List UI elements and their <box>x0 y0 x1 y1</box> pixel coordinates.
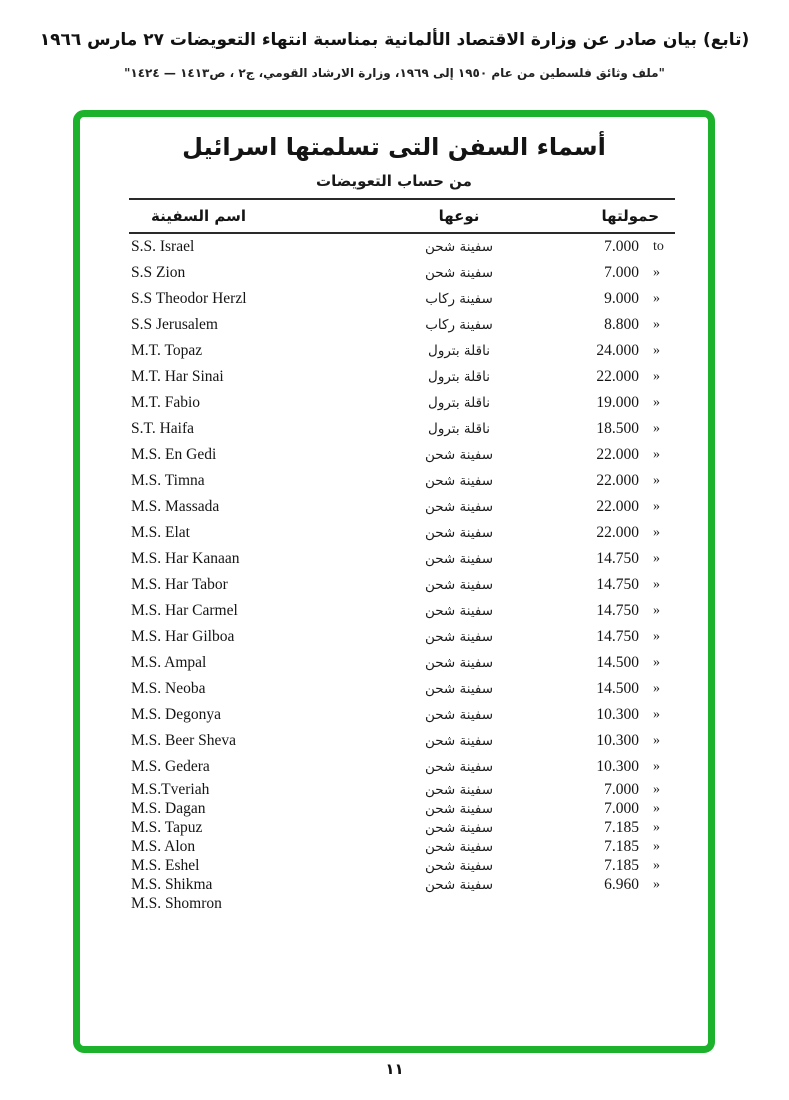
cell-ship-name: S.S Theodor Herzl <box>131 290 247 307</box>
table-row <box>129 875 675 894</box>
cell-ship-name: M.S. Gedera <box>131 758 210 775</box>
cell-tonnage-unit: » <box>653 447 660 462</box>
cell-tonnage-unit: » <box>653 317 660 332</box>
cell-tonnage-unit: » <box>653 733 660 748</box>
cell-ship-type: سفينة شحن <box>424 681 494 697</box>
cell-tonnage-unit: » <box>653 369 660 384</box>
cell-ship-type: سفينة شحن <box>424 473 494 489</box>
cell-ship-name: M.S. Eshel <box>131 856 200 874</box>
cell-tonnage-unit: » <box>653 577 660 592</box>
cell-tonnage: 22.000 <box>596 368 639 385</box>
cell-ship-type: سفينة شحن <box>424 655 494 671</box>
cell-tonnage-unit: » <box>653 395 660 410</box>
cell-ship-name: M.S. Tapuz <box>131 818 203 836</box>
cell-ship-name: S.S Zion <box>131 264 186 281</box>
cell-tonnage: 19.000 <box>596 394 639 411</box>
cell-ship-name: M.S. Timna <box>131 472 205 489</box>
table-row <box>129 780 675 799</box>
cell-tonnage: 14.750 <box>596 628 639 645</box>
cell-ship-type: ناقلة بترول <box>428 343 490 359</box>
cell-tonnage: 7.000 <box>604 780 639 798</box>
table-row <box>129 546 675 572</box>
cell-tonnage: 7.000 <box>604 264 639 281</box>
document-source-header: (تابع) بيان صادر عن وزارة الاقتصاد الألمانية بمناسبة انتهاء التعويضات ٢٧ مارس ١٩٦٦ <box>39 30 750 50</box>
cell-tonnage-unit: » <box>653 655 660 670</box>
cell-tonnage: 22.000 <box>596 498 639 515</box>
cell-tonnage: 14.500 <box>596 680 639 697</box>
table-row <box>129 494 675 520</box>
document-citation-line: "ملف وثائق فلسطين من عام ١٩٥٠ إلى ١٩٦٩، وزارة الارشاد القومي، ج٢ ، ص١٤١٣ — ١٤٢٤" <box>124 66 665 80</box>
cell-tonnage-unit: » <box>653 838 660 854</box>
table-row <box>129 799 675 818</box>
cell-tonnage-unit: » <box>653 343 660 358</box>
page-number: ١١ <box>385 1060 404 1078</box>
table-row <box>129 468 675 494</box>
cell-ship-name: M.S. Har Tabor <box>131 576 228 593</box>
table-title: أسماء السفن التى تسلمتها اسرائيل <box>182 133 606 161</box>
cell-tonnage: 10.300 <box>596 706 639 723</box>
table-row <box>129 260 675 286</box>
cell-tonnage: 7.000 <box>604 799 639 817</box>
cell-ship-name: M.S. Shikma <box>131 875 213 893</box>
cell-ship-name: M.S. Dagan <box>131 799 206 817</box>
cell-ship-type: سفينة شحن <box>424 733 494 749</box>
cell-tonnage-unit: » <box>653 291 660 306</box>
cell-tonnage-unit: » <box>653 499 660 514</box>
cell-ship-type: سفينة شحن <box>424 577 494 593</box>
cell-ship-name: M.S. Har Carmel <box>131 602 238 619</box>
cell-ship-type: سفينة شحن <box>424 800 494 817</box>
cell-ship-name: M.S. Degonya <box>131 706 221 723</box>
cell-ship-type: سفينة شحن <box>424 629 494 645</box>
cell-tonnage-unit: » <box>653 525 660 540</box>
cell-tonnage: 10.300 <box>596 758 639 775</box>
column-header-ship-type: نوعها <box>438 207 480 225</box>
table-row <box>129 442 675 468</box>
cell-ship-type: سفينة شحن <box>424 525 494 541</box>
cell-tonnage: 7.185 <box>604 837 639 855</box>
cell-ship-name: M.T. Fabio <box>131 394 201 411</box>
cell-ship-name: S.S. Israel <box>131 238 195 255</box>
ship-table <box>129 198 675 913</box>
table-row <box>129 364 675 390</box>
cell-ship-name: M.T. Topaz <box>131 342 203 359</box>
cell-ship-type: سفينة ركاب <box>425 291 493 307</box>
highlight-frame <box>73 110 715 1053</box>
cell-tonnage: 14.750 <box>596 602 639 619</box>
table-row <box>129 702 675 728</box>
cell-ship-name: M.S. Har Gilboa <box>131 628 235 645</box>
column-header-tonnage: حمولتها <box>601 207 659 225</box>
table-row <box>129 650 675 676</box>
cell-ship-name: M.S.Tveriah <box>131 780 210 798</box>
cell-ship-type: سفينة شحن <box>424 838 494 855</box>
table-row <box>129 676 675 702</box>
cell-ship-type: سفينة شحن <box>424 876 494 893</box>
cell-ship-type: سفينة شحن <box>424 239 494 255</box>
cell-ship-name: M.T. Har Sinai <box>131 368 224 385</box>
cell-ship-type: سفينة شحن <box>424 447 494 463</box>
cell-tonnage-unit: » <box>653 857 660 873</box>
table-row <box>129 728 675 754</box>
table-row <box>129 312 675 338</box>
cell-ship-name: M.S. Beer Sheva <box>131 732 237 749</box>
cell-ship-type: سفينة شحن <box>424 781 494 798</box>
cell-tonnage: 7.000 <box>604 238 639 255</box>
table-row <box>129 837 675 856</box>
cell-ship-type: سفينة شحن <box>424 265 494 281</box>
cell-ship-type: سفينة شحن <box>424 759 494 775</box>
cell-tonnage-unit: » <box>653 819 660 835</box>
cell-ship-type: ناقلة بترول <box>428 395 490 411</box>
cell-tonnage: 14.500 <box>596 654 639 671</box>
table-row <box>129 234 675 260</box>
cell-tonnage-unit: » <box>653 759 660 774</box>
cell-ship-name: M.S. Ampal <box>131 654 207 671</box>
cell-ship-type: سفينة شحن <box>424 819 494 836</box>
table-row <box>129 390 675 416</box>
cell-tonnage-unit: to <box>653 239 664 254</box>
table-row <box>129 338 675 364</box>
column-header-ship-name: اسم السفينة <box>151 207 247 225</box>
cell-ship-type: سفينة ركاب <box>425 317 493 333</box>
table-row <box>129 856 675 875</box>
cell-ship-name: M.S. Massada <box>131 498 220 515</box>
cell-tonnage: 24.000 <box>596 342 639 359</box>
table-row <box>129 624 675 650</box>
cell-tonnage-unit: » <box>653 800 660 816</box>
cell-tonnage-unit: » <box>653 551 660 566</box>
cell-tonnage-unit: » <box>653 629 660 644</box>
cell-tonnage: 6.960 <box>604 875 639 893</box>
cell-ship-name: M.S. Har Kanaan <box>131 550 240 567</box>
cell-tonnage-unit: » <box>653 681 660 696</box>
cell-tonnage-unit: » <box>653 781 660 797</box>
cell-tonnage: 10.300 <box>596 732 639 749</box>
cell-ship-type: سفينة شحن <box>424 707 494 723</box>
cell-tonnage: 14.750 <box>596 576 639 593</box>
cell-tonnage: 7.185 <box>604 856 639 874</box>
cell-tonnage-unit: » <box>653 421 660 436</box>
ship-table-body <box>129 234 675 913</box>
cell-ship-name: M.S. Neoba <box>131 680 206 697</box>
cell-tonnage-unit: » <box>653 876 660 892</box>
cell-ship-type: سفينة شحن <box>424 551 494 567</box>
cell-ship-type: سفينة شحن <box>424 603 494 619</box>
cell-tonnage: 18.500 <box>596 420 639 437</box>
cell-ship-name: S.T. Haifa <box>131 420 194 437</box>
cell-tonnage: 22.000 <box>596 524 639 541</box>
table-row <box>129 572 675 598</box>
table-row <box>129 598 675 624</box>
cell-tonnage: 8.800 <box>604 316 639 333</box>
table-subtitle: من حساب التعويضات <box>316 172 472 190</box>
cell-tonnage: 22.000 <box>596 446 639 463</box>
cell-ship-type: سفينة شحن <box>424 499 494 515</box>
cell-ship-name: S.S Jerusalem <box>131 316 218 333</box>
cell-tonnage-unit: » <box>653 707 660 722</box>
cell-tonnage: 22.000 <box>596 472 639 489</box>
cell-tonnage-unit: » <box>653 265 660 280</box>
cell-ship-type: ناقلة بترول <box>428 369 490 385</box>
cell-ship-name: M.S. Shomron <box>131 894 222 912</box>
table-header-row <box>129 200 675 232</box>
table-row <box>129 416 675 442</box>
cell-tonnage: 7.185 <box>604 818 639 836</box>
cell-tonnage: 9.000 <box>604 290 639 307</box>
cell-ship-type: ناقلة بترول <box>428 421 490 437</box>
cell-ship-name: M.S. Alon <box>131 837 196 855</box>
table-row <box>129 754 675 780</box>
cell-ship-type: سفينة شحن <box>424 857 494 874</box>
cell-tonnage-unit: » <box>653 603 660 618</box>
cell-ship-name: M.S. En Gedi <box>131 446 217 463</box>
cell-ship-name: M.S. Elat <box>131 524 190 541</box>
cell-tonnage-unit: » <box>653 473 660 488</box>
table-row <box>129 894 675 913</box>
table-row <box>129 818 675 837</box>
table-row <box>129 520 675 546</box>
cell-tonnage: 14.750 <box>596 550 639 567</box>
table-row <box>129 286 675 312</box>
